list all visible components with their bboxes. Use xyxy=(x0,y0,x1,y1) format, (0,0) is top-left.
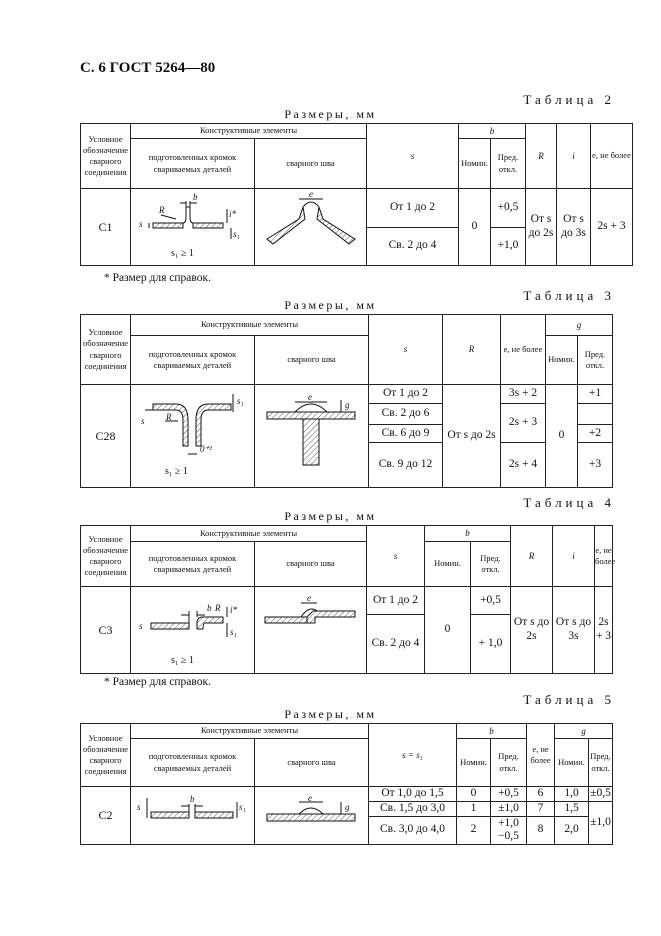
table-2 xyxy=(80,123,633,266)
header-weld: сварного шва xyxy=(255,139,367,189)
header-g-nominal: Номин. xyxy=(546,336,578,385)
header-g-nominal: Номин. xyxy=(555,739,589,787)
header-R: R xyxy=(443,315,501,385)
svg-text:i*: i* xyxy=(229,209,237,219)
svg-text:R: R xyxy=(215,603,221,613)
svg-text:s₁: s₁ xyxy=(237,396,244,406)
table-2-units: Размеры, мм xyxy=(284,107,377,121)
prepared-edges-drawing xyxy=(131,189,255,266)
header-b-nominal: Номин. xyxy=(457,739,491,787)
s-row-2: Св. 2 до 4 xyxy=(367,227,459,266)
svg-text:e: e xyxy=(309,189,313,199)
g-deviation-row-2 xyxy=(578,404,613,425)
header-s: s xyxy=(369,315,443,385)
condition-note: s₁ ≥ 1 xyxy=(171,655,194,666)
joint-code: С2 xyxy=(81,787,131,845)
table-3-title: Таблица 3 xyxy=(523,288,615,303)
header-g-deviation: Пред. откл. xyxy=(589,739,613,787)
prepared-edges-drawing xyxy=(131,587,255,674)
b-deviation-row-1: +0,5 xyxy=(491,189,526,228)
e-row-3: 8 xyxy=(527,816,555,845)
s-row-4: Св. 9 до 12 xyxy=(369,443,443,488)
s-row-2: Св. 2 до 4 xyxy=(367,615,425,674)
svg-text:R: R xyxy=(159,205,165,215)
svg-text:b: b xyxy=(193,192,198,202)
table-2-title: Таблица 2 xyxy=(523,92,615,107)
svg-text:0⁺²: 0⁺² xyxy=(200,444,212,454)
header-b: b xyxy=(425,526,511,542)
table-4-footnote: * Размер для справок. xyxy=(104,676,211,688)
header-b-nominal: Номин. xyxy=(425,542,471,587)
table-5-title: Таблица 5 xyxy=(523,692,615,707)
g-nominal: 0 xyxy=(546,385,578,488)
svg-text:s: s xyxy=(141,416,145,426)
s-row-1: От 1 до 2 xyxy=(367,587,425,615)
e-row-2: 2s + 3 xyxy=(501,404,546,443)
svg-text:s: s xyxy=(139,621,143,631)
header-prepared-edges: подготовленных кромок свариваемых деталей xyxy=(131,739,255,787)
header-g: g xyxy=(546,315,613,336)
header-R: R xyxy=(526,124,557,189)
weld-drawing xyxy=(255,385,369,488)
g-nominal-row-2: 1,5 xyxy=(555,801,589,816)
g-deviation-row-1: ±0,5 xyxy=(589,787,613,802)
s-row-1: От 1 до 2 xyxy=(367,189,459,228)
svg-text:e: e xyxy=(308,792,312,803)
b-nominal-row-1: 0 xyxy=(457,787,491,802)
header-constructive: Конструктивные элементы xyxy=(131,315,369,336)
svg-text:s: s xyxy=(139,219,143,229)
header-b-deviation: Пред. откл. xyxy=(491,739,527,787)
joint-code: С28 xyxy=(81,385,131,488)
header-b-deviation: Пред. откл. xyxy=(491,139,526,189)
R-value: От s до 2s xyxy=(511,587,553,674)
svg-text:R: R xyxy=(166,412,172,422)
b-nominal: 0 xyxy=(459,189,491,266)
header-b-deviation: Пред. откл. xyxy=(471,542,511,587)
header-condition: Условное обозначение сварного соединения xyxy=(81,724,131,787)
header-e: e, не более xyxy=(591,124,633,189)
svg-text:b: b xyxy=(190,793,195,804)
i-value: От s до 3s xyxy=(557,189,591,266)
header-s: s xyxy=(367,124,459,189)
header-condition: Условное обозначение сварного соединения xyxy=(81,124,131,189)
header-s: s = s₁ xyxy=(369,724,457,787)
svg-text:g: g xyxy=(345,801,350,812)
R-value: От s до 2s xyxy=(443,385,501,488)
table-4-units: Размеры, мм xyxy=(284,509,377,523)
table-3 xyxy=(80,314,613,488)
s-row-1: От 1 до 2 xyxy=(369,385,443,404)
g-deviation-row-4: +3 xyxy=(578,443,613,488)
svg-text:b: b xyxy=(207,603,212,613)
b-nominal: 0 xyxy=(425,587,471,674)
b-deviation-row-2: + 1,0 xyxy=(471,615,511,674)
table-4 xyxy=(80,525,616,674)
svg-text:s₁: s₁ xyxy=(239,801,246,812)
s-row-2: Св. 2 до 6 xyxy=(369,404,443,425)
b-nominal-row-2: 1 xyxy=(457,801,491,816)
g-deviation-row-1: +1 xyxy=(578,385,613,404)
header-prepared-edges: подготовленных кромок свариваемых деталей xyxy=(131,139,255,189)
g-nominal-row-1: 1,0 xyxy=(555,787,589,802)
e-value: 2s + 3 xyxy=(591,189,633,266)
b-deviation-row-2: ±1,0 xyxy=(491,801,527,816)
header-g: g xyxy=(555,724,613,739)
e-row-2: 7 xyxy=(527,801,555,816)
header-R: R xyxy=(511,526,553,587)
joint-code: С3 xyxy=(81,587,131,674)
header-condition: Условное обозначение сварного соединения xyxy=(81,526,131,587)
table-2-footnote: * Размер для справок. xyxy=(104,272,211,284)
header-constructive: Конструктивные элементы xyxy=(131,124,367,139)
header-e: e, не более xyxy=(501,315,546,385)
header-weld: сварного шва xyxy=(255,542,367,587)
e-row-1: 3s + 2 xyxy=(501,385,546,404)
header-e: e, не более xyxy=(527,724,555,787)
header-g-deviation: Пред. откл. xyxy=(578,336,613,385)
header-prepared-edges: подготовленных кромок свариваемых деталей xyxy=(131,542,255,587)
header-prepared-edges: подготовленных кромок свариваемых деталей xyxy=(131,336,255,385)
header-condition: Условное обозначение сварного соединения xyxy=(81,315,131,385)
page-header: С. 6 ГОСТ 5264—80 xyxy=(80,60,216,76)
header-constructive: Конструктивные элементы xyxy=(131,724,369,739)
prepared-edges-drawing xyxy=(131,385,255,488)
svg-text:i*: i* xyxy=(230,605,238,615)
i-value: От s до 3s xyxy=(553,587,595,674)
header-weld: сварного шва xyxy=(255,739,369,787)
b-deviation-row-3: +1,0 −0,5 xyxy=(491,816,527,845)
s-row-1: От 1,0 до 1,5 xyxy=(369,787,457,802)
svg-text:g: g xyxy=(345,400,350,410)
s-row-2: Св. 1,5 до 3,0 xyxy=(369,801,457,816)
svg-text:e: e xyxy=(308,392,312,402)
header-b: b xyxy=(457,724,527,739)
header-s: s xyxy=(367,526,425,587)
joint-code: С1 xyxy=(81,189,131,266)
s-row-3: Св. 6 до 9 xyxy=(369,425,443,443)
weld-drawing xyxy=(255,587,367,674)
header-constructive: Конструктивные элементы xyxy=(131,526,367,542)
svg-text:s: s xyxy=(137,801,141,812)
svg-text:e: e xyxy=(307,593,311,603)
header-b-nominal: Номин. xyxy=(459,139,491,189)
e-row-4: 2s + 4 xyxy=(501,443,546,488)
svg-text:s₁: s₁ xyxy=(233,229,240,239)
b-deviation-row-2: +1,0 xyxy=(491,227,526,266)
table-3-units: Размеры, мм xyxy=(284,298,377,312)
table-5-units: Размеры, мм xyxy=(284,707,377,721)
condition-note: s₁ ≥ 1 xyxy=(165,466,188,477)
table-4-title: Таблица 4 xyxy=(523,495,615,510)
weld-drawing xyxy=(255,189,367,266)
b-nominal-row-3: 2 xyxy=(457,816,491,845)
R-value: От s до 2s xyxy=(526,189,557,266)
prepared-edges-drawing xyxy=(131,787,255,845)
g-deviation-row-2: ±1,0 xyxy=(589,801,613,844)
weld-drawing xyxy=(255,787,369,845)
header-i: i xyxy=(557,124,591,189)
b-deviation-row-1: +0,5 xyxy=(491,787,527,802)
s-row-3: Св. 3,0 до 4,0 xyxy=(369,816,457,845)
e-row-1: 6 xyxy=(527,787,555,802)
b-deviation-row-1: +0,5 xyxy=(471,587,511,615)
e-value: 2s + 3 xyxy=(595,587,613,674)
g-deviation-row-3: +2 xyxy=(578,425,613,443)
g-nominal-row-3: 2,0 xyxy=(555,816,589,845)
table-5 xyxy=(80,723,613,845)
header-weld: сварного шва xyxy=(255,336,369,385)
condition-note: s₁ ≥ 1 xyxy=(171,248,194,259)
header-e: e, не более xyxy=(595,526,613,587)
header-b: b xyxy=(459,124,526,139)
svg-text:s₁: s₁ xyxy=(230,627,237,637)
header-i: i xyxy=(553,526,595,587)
